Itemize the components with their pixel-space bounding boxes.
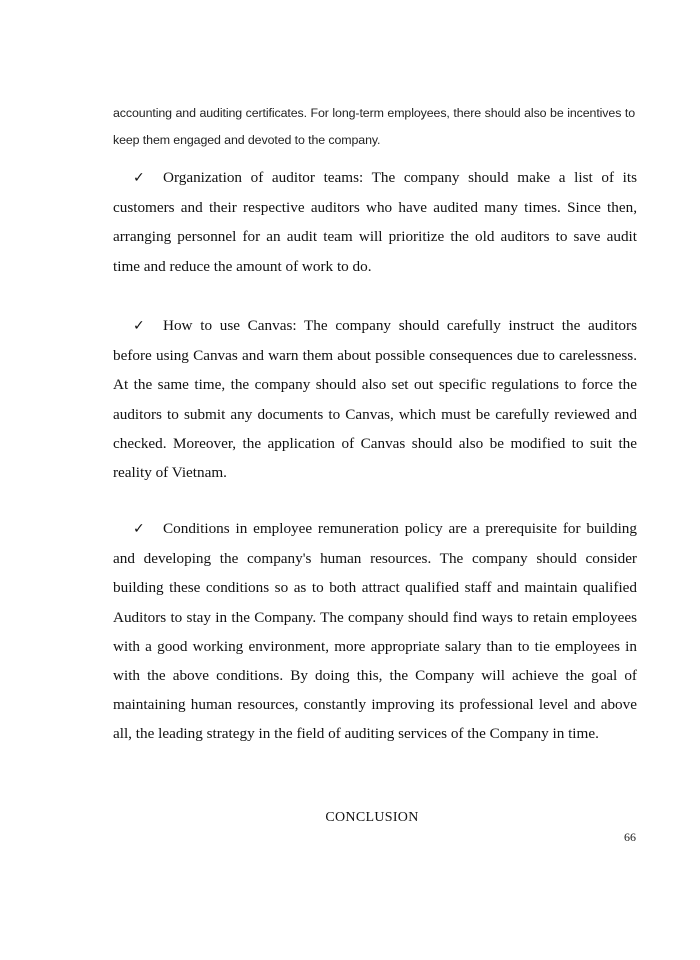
bullet-paragraph-canvas xyxy=(113,311,637,487)
page-number: 66 xyxy=(624,830,636,844)
checkmark-icon: ✓ xyxy=(133,318,145,334)
bullet-paragraph-remuneration xyxy=(113,514,637,749)
bullet-paragraph-auditor-teams xyxy=(113,163,637,281)
conclusion-heading: CONCLUSION xyxy=(325,810,419,825)
paragraph-text: How to use Canvas: The company should carefully instruct the auditors before using Canvas and warn them about possible consequences due to carelessness. At the same time, the company should also set out specific regulations to force the auditors to submit any documents to Canvas, which must be carefully reviewed and checked. Moreover, the application of Canvas should also be modified to suit the reality of Vietnam. xyxy=(113,317,637,482)
paragraph-text: Conditions in employee remuneration policy are a prerequisite for building and developing the company's human resources. The company should consider building these conditions so as to both attract qualified staff and maintain qualified Auditors to stay in the Company. The company should find ways to retain employees with a good working environment, more appropriate salary than to tie employees in with the above conditions. By doing this, the Company will achieve the goal of maintaining human resources, constantly improving its professional level and above all, the leading strategy in the field of auditing services of the Company in time. xyxy=(113,520,637,743)
checkmark-icon: ✓ xyxy=(133,521,145,537)
intro-paragraph: accounting and auditing certificates. For long-term employees, there should also be incentives to keep them engaged and devoted to the company. xyxy=(113,106,635,147)
checkmark-icon: ✓ xyxy=(133,170,145,186)
paragraph-text: Organization of auditor teams: The company should make a list of its customers and their respective auditors who have audited many times. Since then, arranging personnel for an audit team will prioritize the old auditors to save audit time and reduce the amount of work to do. xyxy=(113,169,637,275)
